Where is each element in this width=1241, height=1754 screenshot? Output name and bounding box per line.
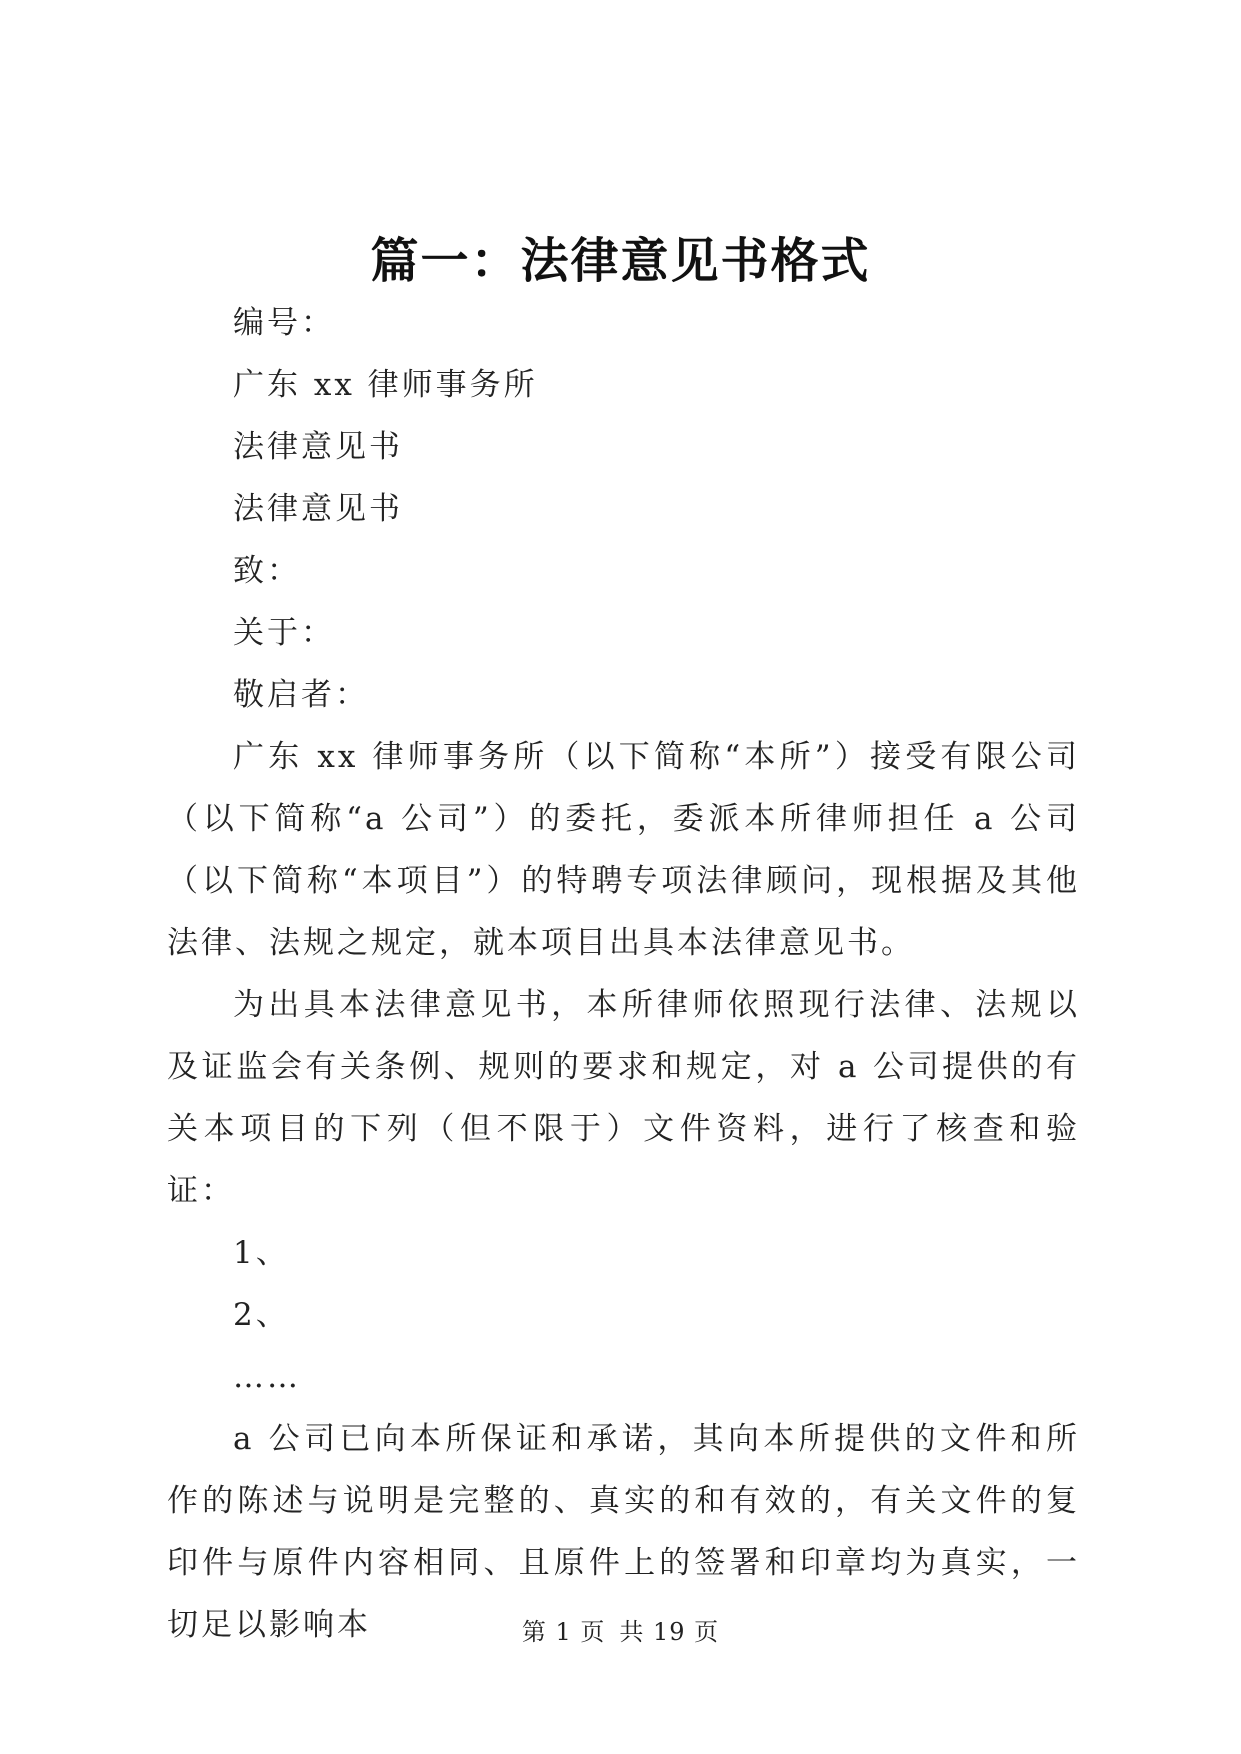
page-footer — [0, 1612, 1241, 1647]
serial-number-line: 编号： — [233, 305, 335, 341]
page-number: 第 1 页 — [521, 1618, 606, 1646]
warranty-paragraph: a 公司已向本所保证和承诺，其向本所提供的文件和所作的陈述与说明是完整的、真实的和有效的，有关文件的复印件与原件内容相同、且原件上的签署和印章均为真实，一切足以影响本 — [167, 1421, 1080, 1643]
list-ellipsis: …… — [233, 1359, 301, 1395]
document-title: 篇一：法律意见书格式 — [370, 233, 871, 289]
document-body — [167, 292, 1080, 1656]
document-type-line-repeat: 法律意见书 — [233, 491, 403, 527]
addressee-line: 致： — [233, 553, 301, 589]
engagement-paragraph: 广东 xx 律师事务所（以下简称“本所”）接受有限公司（以下简称“a 公司”）的委托，委派本所律师担任 a 公司（以下简称“本项目”）的特聘专项法律顾问，现根据及其他法律、法规之规定，就本项目出具本法律意见书。 — [167, 739, 1080, 961]
subject-line: 关于： — [233, 615, 335, 651]
salutation-line: 敬启者： — [233, 677, 369, 713]
review-scope-paragraph: 为出具本法律意见书，本所律师依照现行法律、法规以及证监会有关条例、规则的要求和规定，对 a 公司提供的有关本项目的下列（但不限于）文件资料，进行了核查和验证： — [167, 987, 1080, 1209]
document-type-line: 法律意见书 — [233, 429, 403, 465]
page-total: 共 19 页 — [619, 1618, 720, 1646]
law-firm-name: 广东 xx 律师事务所 — [233, 367, 538, 403]
list-item: 1、 — [233, 1235, 290, 1271]
list-item: 2、 — [233, 1297, 290, 1333]
